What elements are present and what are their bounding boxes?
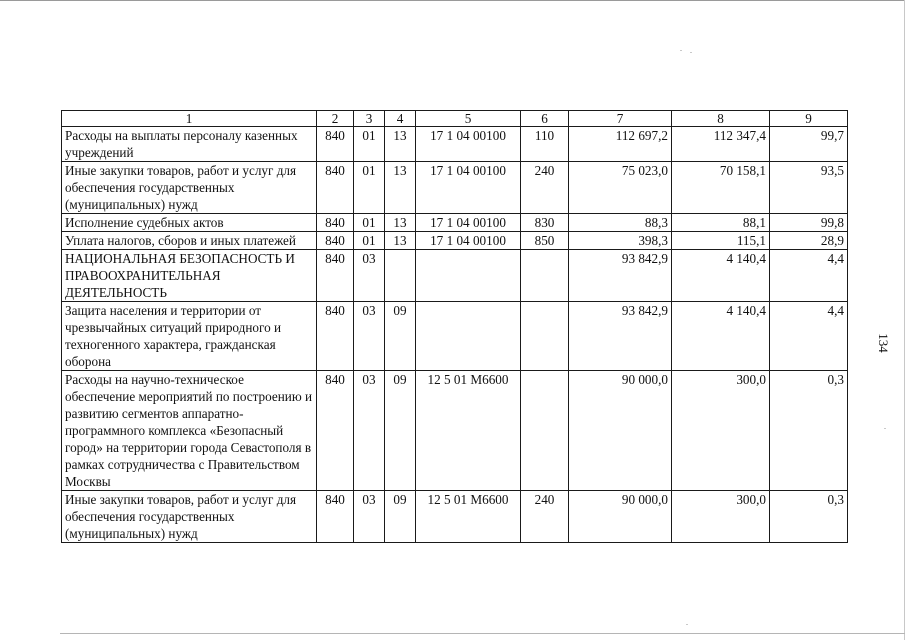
row-cell: 88,1 xyxy=(672,214,770,232)
row-cell: 240 xyxy=(521,491,569,543)
row-cell: 17 1 04 00100 xyxy=(416,127,521,162)
table-row xyxy=(62,250,848,302)
row-cell: 13 xyxy=(385,127,416,162)
column-header: 8 xyxy=(672,111,770,127)
row-cell: 99,8 xyxy=(770,214,848,232)
row-name-cell: НАЦИОНАЛЬНАЯ БЕЗОПАСНОСТЬ И ПРАВООХРАНИТЕЛЬНАЯ ДЕЯТЕЛЬНОСТЬ xyxy=(62,250,317,302)
row-cell: 09 xyxy=(385,302,416,371)
row-cell: 09 xyxy=(385,371,416,491)
row-cell: 12 5 01 М6600 xyxy=(416,371,521,491)
row-cell: 01 xyxy=(354,214,385,232)
row-cell: 88,3 xyxy=(569,214,672,232)
row-cell xyxy=(385,250,416,302)
row-cell: 850 xyxy=(521,232,569,250)
row-name-cell: Иные закупки товаров, работ и услуг для обеспечения государственных (муниципальных) нужд xyxy=(62,491,317,543)
column-header: 2 xyxy=(317,111,354,127)
page-number: 134 xyxy=(876,333,891,353)
row-cell: 4,4 xyxy=(770,250,848,302)
row-cell: 398,3 xyxy=(569,232,672,250)
column-header: 3 xyxy=(354,111,385,127)
row-cell: 840 xyxy=(317,302,354,371)
row-name-cell: Защита населения и территории от чрезвычайных ситуаций природного и техногенного характера, гражданская оборона xyxy=(62,302,317,371)
table-row xyxy=(62,127,848,162)
row-cell: 13 xyxy=(385,232,416,250)
column-header: 9 xyxy=(770,111,848,127)
scan-speck xyxy=(680,50,682,51)
page-bottom-edge xyxy=(60,633,905,634)
row-cell: 17 1 04 00100 xyxy=(416,162,521,214)
row-cell: 01 xyxy=(354,232,385,250)
row-cell: 28,9 xyxy=(770,232,848,250)
row-cell: 840 xyxy=(317,127,354,162)
row-cell: 840 xyxy=(317,162,354,214)
column-header: 5 xyxy=(416,111,521,127)
table-row xyxy=(62,232,848,250)
row-name-cell: Исполнение судебных актов xyxy=(62,214,317,232)
row-cell: 99,7 xyxy=(770,127,848,162)
row-cell: 840 xyxy=(317,371,354,491)
row-cell: 09 xyxy=(385,491,416,543)
row-cell: 01 xyxy=(354,127,385,162)
table-row xyxy=(62,162,848,214)
row-cell: 112 347,4 xyxy=(672,127,770,162)
scan-speck xyxy=(686,624,688,625)
row-cell: 03 xyxy=(354,371,385,491)
row-cell: 300,0 xyxy=(672,371,770,491)
column-header: 6 xyxy=(521,111,569,127)
row-cell xyxy=(521,302,569,371)
row-name-cell: Расходы на научно-техническое обеспечение мероприятий по построению и развитию сегментов аппаратно-программного комплекса «Безопасный город» на территории города Севастополя в рамках сотрудничества с Правительством Москвы xyxy=(62,371,317,491)
row-cell: 4,4 xyxy=(770,302,848,371)
row-cell: 93,5 xyxy=(770,162,848,214)
row-name-cell: Расходы на выплаты персоналу казенных учреждений xyxy=(62,127,317,162)
row-cell: 75 023,0 xyxy=(569,162,672,214)
budget-table xyxy=(61,110,848,543)
row-cell: 115,1 xyxy=(672,232,770,250)
row-cell: 830 xyxy=(521,214,569,232)
scan-speck xyxy=(884,428,886,429)
row-cell: 300,0 xyxy=(672,491,770,543)
row-cell xyxy=(416,302,521,371)
row-cell: 90 000,0 xyxy=(569,371,672,491)
row-cell: 93 842,9 xyxy=(569,250,672,302)
row-cell: 840 xyxy=(317,491,354,543)
row-cell: 110 xyxy=(521,127,569,162)
table-row xyxy=(62,491,848,543)
row-cell: 03 xyxy=(354,250,385,302)
row-cell: 840 xyxy=(317,232,354,250)
row-cell xyxy=(521,371,569,491)
row-cell: 03 xyxy=(354,491,385,543)
row-cell: 70 158,1 xyxy=(672,162,770,214)
row-name-cell: Уплата налогов, сборов и иных платежей xyxy=(62,232,317,250)
row-cell: 0,3 xyxy=(770,491,848,543)
row-cell: 17 1 04 00100 xyxy=(416,232,521,250)
row-cell: 13 xyxy=(385,162,416,214)
row-cell: 4 140,4 xyxy=(672,250,770,302)
row-cell: 840 xyxy=(317,250,354,302)
table-row xyxy=(62,371,848,491)
row-cell: 240 xyxy=(521,162,569,214)
row-cell: 17 1 04 00100 xyxy=(416,214,521,232)
table-header-row xyxy=(62,111,848,127)
row-cell: 0,3 xyxy=(770,371,848,491)
row-cell: 03 xyxy=(354,302,385,371)
row-name-cell: Иные закупки товаров, работ и услуг для обеспечения государственных (муниципальных) нужд xyxy=(62,162,317,214)
row-cell: 13 xyxy=(385,214,416,232)
table-row xyxy=(62,214,848,232)
row-cell: 12 5 01 М6600 xyxy=(416,491,521,543)
column-header: 4 xyxy=(385,111,416,127)
page-top-edge xyxy=(0,0,905,1)
row-cell: 4 140,4 xyxy=(672,302,770,371)
column-header: 1 xyxy=(62,111,317,127)
row-cell: 01 xyxy=(354,162,385,214)
row-cell: 93 842,9 xyxy=(569,302,672,371)
table-row xyxy=(62,302,848,371)
row-cell xyxy=(416,250,521,302)
column-header: 7 xyxy=(569,111,672,127)
row-cell: 112 697,2 xyxy=(569,127,672,162)
scan-speck xyxy=(690,52,692,53)
row-cell: 840 xyxy=(317,214,354,232)
row-cell: 90 000,0 xyxy=(569,491,672,543)
row-cell xyxy=(521,250,569,302)
